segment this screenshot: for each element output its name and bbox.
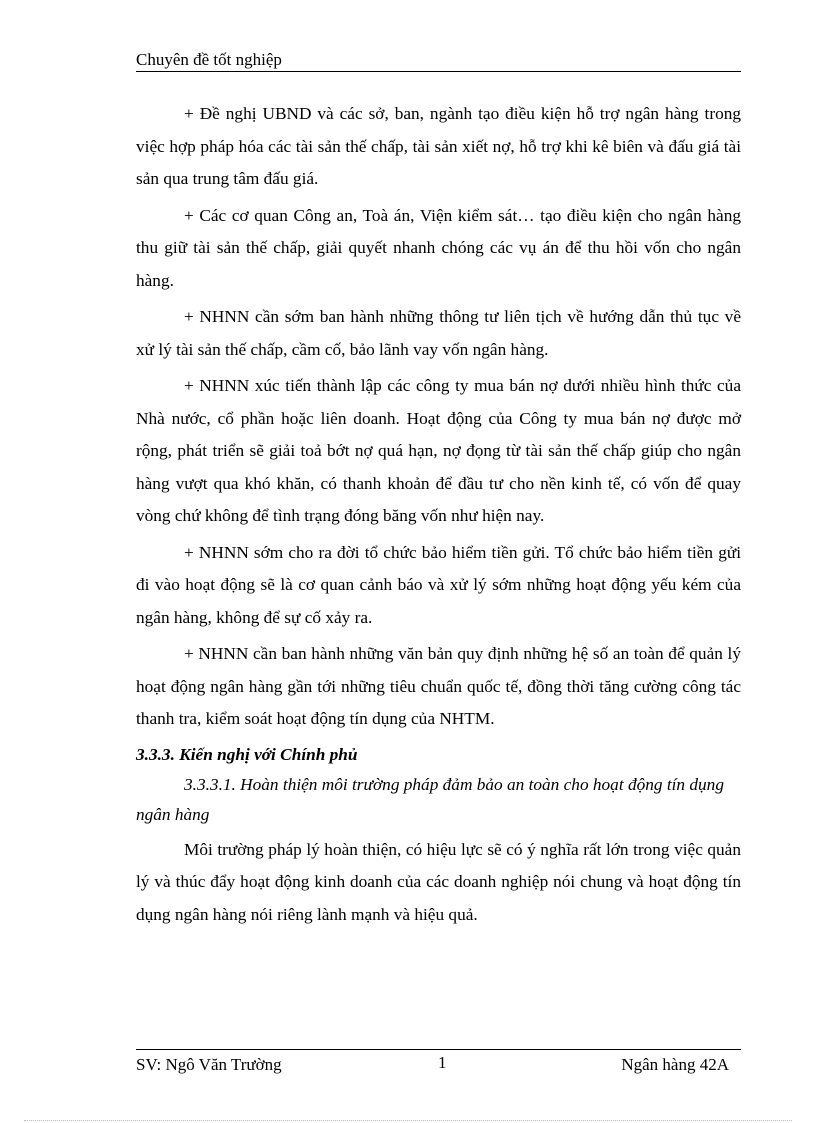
page-edge-divider <box>24 1120 792 1121</box>
paragraph-7: Môi trường pháp lý hoàn thiện, có hiệu lực sẽ có ý nghĩa rất lớn trong việc quản lý và thúc đẩy hoạt động kinh doanh của các doanh nghiệp nói chung và hoạt động tín dụng ngân hàng nói riêng lành mạnh và hiệu quả. <box>136 839 741 924</box>
paragraph-6: + NHNN cần ban hành những văn bản quy định những hệ số an toàn để quản lý hoạt động ngân hàng gần tới những tiêu chuẩn quốc tế, đồng thời tăng cường công tác thanh tra, kiểm soát hoạt động tín dụng của NHTM. <box>136 644 741 728</box>
document-header-title: Chuyên đề tốt nghiệp <box>136 50 282 69</box>
paragraph-2: + Các cơ quan Công an, Toà án, Viện kiểm sát… tạo điều kiện cho ngân hàng thu giữ tài sản thế chấp, giải quyết nhanh chóng các vụ án để thu hồi vốn cho ngân hàng. <box>136 205 741 290</box>
header-divider <box>136 71 741 72</box>
document-footer <box>136 1054 741 1076</box>
footer-class: Ngân hàng 42A <box>621 1055 729 1074</box>
paragraph-5: + NHNN sớm cho ra đời tổ chức bảo hiểm tiền gửi. Tổ chức bảo hiểm tiền gửi đi vào hoạt động sẽ là cơ quan cảnh báo và xử lý sớm những hoạt động yếu kém của ngân hàng, không để sự cố xảy ra. <box>136 542 741 627</box>
paragraph-4: + NHNN xúc tiến thành lập các công ty mua bán nợ dưới nhiều hình thức của Nhà nước, cổ phần hoặc liên doanh. Hoạt động của Công ty mua bán nợ được mở rộng, phát triển sẽ giải toả bớt nợ quá hạn, nợ đọng từ tài sản thế chấp giúp cho ngân hàng vượt qua khó khăn, có thanh khoản để đầu tư cho nền kinh tế, có vốn để quay vòng chứ không để tình trạng đóng băng vốn như hiện nay. <box>136 376 741 525</box>
document-body <box>136 98 741 935</box>
subsection-heading: 3.3.3.1. Hoàn thiện môi trường pháp đảm bảo an toàn cho hoạt động tín dụng ngân hàng <box>136 774 724 824</box>
paragraph-3: + NHNN cần sớm ban hành những thông tư liên tịch về hướng dẫn thủ tục về xử lý tài sản thế chấp, cầm cố, bảo lãnh vay vốn ngân hàng. <box>136 307 741 359</box>
section-heading: 3.3.3. Kiến nghị với Chính phủ <box>136 744 358 764</box>
footer-author: SV: Ngô Văn Trường <box>136 1055 282 1074</box>
footer-divider <box>136 1049 741 1050</box>
paragraph-1: + Đề nghị UBND và các sở, ban, ngành tạo điều kiện hỗ trợ ngân hàng trong việc hợp pháp hóa các tài sản thế chấp, tài sản xiết nợ, hỗ trợ khi kê biên và đấu giá tài sản qua trung tâm đấu giá. <box>136 104 741 188</box>
footer-page-number: 1 <box>438 1053 447 1072</box>
